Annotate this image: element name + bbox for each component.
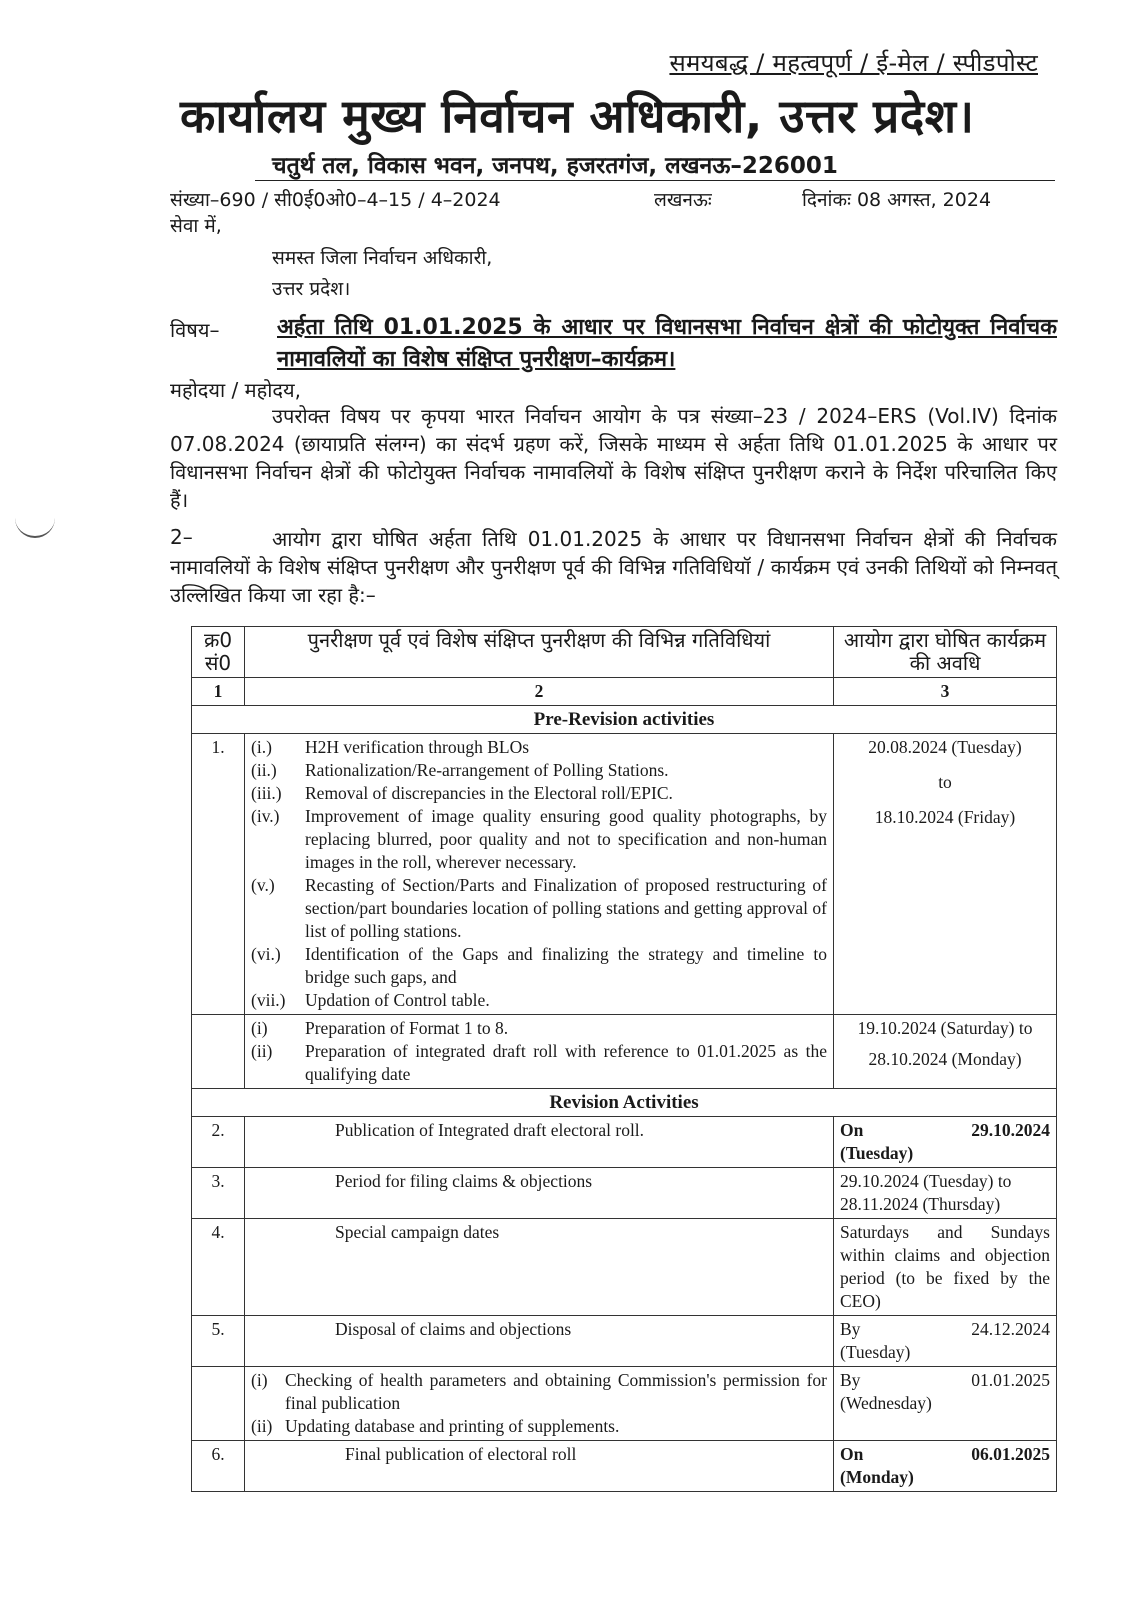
serial-number: 4. xyxy=(192,1219,245,1316)
column-number: 1 xyxy=(192,678,245,706)
section-row xyxy=(192,1089,1057,1117)
list-item xyxy=(251,782,827,805)
list-item xyxy=(251,1040,827,1086)
item-text: Rationalization/Re-arrangement of Polling Stations. xyxy=(305,760,669,780)
serial-number: 1. xyxy=(192,734,245,1015)
list-item xyxy=(251,1369,827,1415)
item-number: (ii) xyxy=(251,1041,273,1061)
subject-label: विषय– xyxy=(170,318,220,342)
date-weekday: (Wednesday) xyxy=(840,1393,932,1413)
paragraph-2-number: 2– xyxy=(170,525,193,549)
list-item xyxy=(251,736,827,759)
column-number-row xyxy=(192,678,1057,706)
date-line xyxy=(840,1443,1050,1466)
date-prefix: By xyxy=(840,1370,861,1390)
seva-mein: सेवा में, xyxy=(170,215,222,237)
date-line xyxy=(840,1318,1050,1341)
list-item xyxy=(251,943,827,989)
revision-title: Revision Activities xyxy=(192,1089,1057,1117)
activity-text: Publication of Integrated draft electoral roll. xyxy=(245,1117,834,1168)
date-line xyxy=(840,1369,1050,1392)
date-weekday: (Tuesday) xyxy=(840,1143,914,1163)
period-cell xyxy=(834,1316,1057,1367)
item-number: (i) xyxy=(251,1370,268,1390)
item-text: Improvement of image quality ensuring good quality photographs, by replacing blurred, poor quality and not to specification and non-human images in the roll, wherever necessary. xyxy=(305,806,827,872)
priority-tag-line: समयबद्ध / महत्वपूर्ण / ई-मेल / स्पीडपोस्ट xyxy=(669,49,1038,77)
date-value: 01.01.2025 xyxy=(971,1370,1050,1390)
header-activities: पुनरीक्षण पूर्व एवं विशेष संक्षिप्त पुनरीक्षण की विभिन्न गतिविधियां xyxy=(245,627,834,678)
date-line-2: 28.11.2024 (Thursday) xyxy=(840,1194,1001,1214)
letter-place: लखनऊः xyxy=(654,189,712,211)
table-row xyxy=(192,1316,1057,1367)
date-value: 24.12.2024 xyxy=(971,1319,1050,1339)
header-period: आयोग द्वारा घोषित कार्यक्रम की अवधि xyxy=(834,627,1057,678)
table-row xyxy=(192,1219,1057,1316)
item-number: (ii) xyxy=(251,1416,273,1436)
letter-reference-number: संख्या–690 / सी0ई0ओ0–4–15 / 4–2024 xyxy=(170,189,501,211)
date-to-word: to xyxy=(938,772,952,792)
recipient-line-2: उत्तर प्रदेश। xyxy=(272,278,351,300)
item-number: (iv.) xyxy=(251,806,280,826)
activity-text: Period for filing claims & objections xyxy=(245,1168,834,1219)
recipient-line-1: समस्त जिला निर्वाचन अधिकारी, xyxy=(272,247,493,269)
date-prefix: By xyxy=(840,1319,861,1339)
subject-text: अर्हता तिथि 01.01.2025 के आधार पर विधानसभा निर्वाचन क्षेत्रों की फोटोयुक्त निर्वाचक नामावलियों का विशेष संक्षिप्त पुनरीक्षण–कार्यक्रम। xyxy=(277,315,1057,372)
period-cell xyxy=(834,734,1057,1015)
activity-list xyxy=(245,1367,834,1441)
date-line-1: 19.10.2024 (Saturday) to xyxy=(857,1018,1033,1038)
serial-number-empty xyxy=(192,1367,245,1441)
date-from: 20.08.2024 (Tuesday) xyxy=(868,737,1022,757)
office-title: कार्यालय मुख्य निर्वाचन अधिकारी, उत्तर प्रदेश। xyxy=(180,89,975,143)
list-item xyxy=(251,874,827,943)
list-item xyxy=(251,1415,827,1438)
item-text: Updation of Control table. xyxy=(305,990,490,1010)
date-weekday: (Tuesday) xyxy=(840,1342,911,1362)
serial-number: 5. xyxy=(192,1316,245,1367)
date-prefix: On xyxy=(840,1444,864,1464)
item-text: H2H verification through BLOs xyxy=(305,737,530,757)
section-row xyxy=(192,706,1057,734)
list-item xyxy=(251,805,827,874)
period-cell xyxy=(834,1441,1057,1492)
item-text: Removal of discrepancies in the Electoral roll/EPIC. xyxy=(305,783,673,803)
activity-list xyxy=(245,734,834,1015)
table-header-row xyxy=(192,627,1057,678)
item-text: Preparation of integrated draft roll with reference to 01.01.2025 as the qualifying date xyxy=(305,1041,827,1084)
table-row xyxy=(192,1367,1057,1441)
serial-number: 2. xyxy=(192,1117,245,1168)
item-number: (vi.) xyxy=(251,944,281,964)
table-row xyxy=(192,1117,1057,1168)
date-line-1: 29.10.2024 (Tuesday) to xyxy=(840,1171,1012,1191)
header-divider xyxy=(255,180,1055,181)
item-number: (i.) xyxy=(251,737,272,757)
item-number: (vii.) xyxy=(251,990,286,1010)
item-text: Identification of the Gaps and finalizing the strategy and timeline to bridge such gaps, and xyxy=(305,944,827,987)
table-row xyxy=(192,734,1057,1015)
period-text: Saturdays and Sundays within claims and objection period (to be fixed by the CEO) xyxy=(834,1219,1057,1316)
paragraph-2: आयोग द्वारा घोषित अर्हता तिथि 01.01.2025 के आधार पर विधानसभा निर्वाचन क्षेत्रों की निर्वाचक नामावलियों के विशेष संक्षिप्त पुनरीक्षण और पुनरीक्षण पूर्व की विभिन्न गतिविधियॉ / कार्यक्रम एवं उनकी तिथियों को निम्नवत् उल्लिखित किया जा रहा है:– xyxy=(170,527,1057,607)
schedule-table xyxy=(191,626,1057,1492)
table-row xyxy=(192,1441,1057,1492)
item-number: (iii.) xyxy=(251,783,282,803)
activity-list xyxy=(245,1015,834,1089)
item-text: Recasting of Section/Parts and Finalization of proposed restructuring of section/part boundaries location of polling stations and getting approval of list of polling stations. xyxy=(305,875,827,941)
date-weekday: (Monday) xyxy=(840,1467,914,1487)
list-item xyxy=(251,1017,827,1040)
date-value: 29.10.2024 xyxy=(971,1120,1050,1140)
column-number: 2 xyxy=(245,678,834,706)
item-number: (i) xyxy=(251,1018,268,1038)
period-cell xyxy=(834,1117,1057,1168)
date-value: 06.01.2025 xyxy=(971,1444,1050,1464)
item-text: Checking of health parameters and obtaining Commission's permission for final publication xyxy=(285,1370,827,1413)
list-item xyxy=(251,989,827,1012)
item-text: Preparation of Format 1 to 8. xyxy=(305,1018,509,1038)
activity-text: Special campaign dates xyxy=(245,1219,834,1316)
office-address: चतुर्थ तल, विकास भवन, जनपथ, हजरतगंज, लखनऊ–226001 xyxy=(272,153,838,179)
table-row xyxy=(192,1015,1057,1089)
list-item xyxy=(251,759,827,782)
serial-number: 6. xyxy=(192,1441,245,1492)
item-text: Updating database and printing of supplements. xyxy=(285,1416,620,1436)
pre-revision-title: Pre-Revision activities xyxy=(192,706,1057,734)
date-line xyxy=(840,1119,1050,1142)
period-cell xyxy=(834,1367,1057,1441)
serial-number-empty xyxy=(192,1015,245,1089)
item-number: (v.) xyxy=(251,875,275,895)
letter-date: दिनांकः 08 अगस्त, 2024 xyxy=(802,189,992,211)
date-prefix: On xyxy=(840,1120,864,1140)
salutation: महोदया / महोदय, xyxy=(170,378,301,402)
date-line-2: 28.10.2024 (Monday) xyxy=(868,1049,1022,1069)
table-row xyxy=(192,1168,1057,1219)
period-cell xyxy=(834,1015,1057,1089)
date-to: 18.10.2024 (Friday) xyxy=(874,807,1016,827)
serial-number: 3. xyxy=(192,1168,245,1219)
period-cell xyxy=(834,1168,1057,1219)
header-serial: क्र0 सं0 xyxy=(192,627,245,678)
activity-text: Final publication of electoral roll xyxy=(245,1441,834,1492)
item-number: (ii.) xyxy=(251,760,277,780)
column-number: 3 xyxy=(834,678,1057,706)
activity-text: Disposal of claims and objections xyxy=(245,1316,834,1367)
margin-pen-mark xyxy=(15,512,55,538)
paragraph-1: उपरोक्त विषय पर कृपया भारत निर्वाचन आयोग के पत्र संख्या–23 / 2024–ERS (Vol.IV) दिनांक 07.08.2024 (छायाप्रति संलग्न) का संदर्भ ग्रहण करें, जिसके माध्यम से अर्हता तिथि 01.01.2025 के आधार पर विधानसभा निर्वाचन क्षेत्रों की फोटोयुक्त निर्वाचक नामावलियों के विशेष संक्षिप्त पुनरीक्षण कराने के निर्देश परिचालित किए हैं। xyxy=(170,404,1057,512)
